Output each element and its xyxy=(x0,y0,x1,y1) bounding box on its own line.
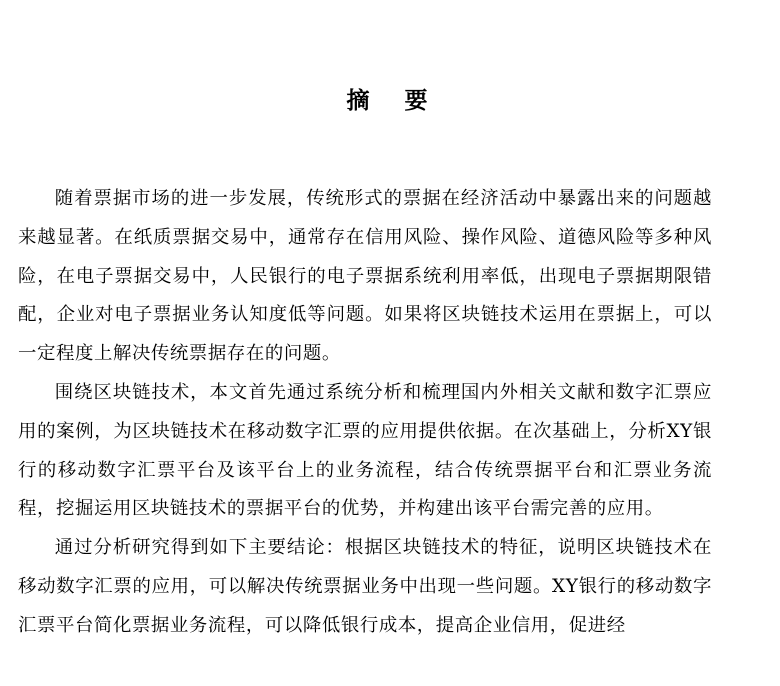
abstract-paragraph-3: 通过分析研究得到如下主要结论：根据区块链技术的特征，说明区块链技术在移动数字汇票的应用，可以解决传统票据业务中出现一些问题。XY银行的移动数字汇票平台简化票据业务流程，可以降低银行成本，提高企业信用，促进经 xyxy=(18,537,712,636)
abstract-paragraph-1: 随着票据市场的进一步发展，传统形式的票据在经济活动中暴露出来的问题越来越显著。在纸质票据交易中，通常存在信用风险、操作风险、道德风险等多种风险，在电子票据交易中，人民银行的电子票据系统利用率低，出现电子票据期限错配，企业对电子票据业务认知度低等问题。如果将区块链技术运用在票据上，可以一定程度上解决传统票据存在的问题。 xyxy=(18,188,712,365)
abstract-paragraph-2: 围绕区块链技术，本文首先通过系统分析和梳理国内外相关文献和数字汇票应用的案例，为区块链技术在移动数字汇票的应用提供依据。在次基础上，分析XY银行的移动数字汇票平台及该平台上的业务流程，结合传统票据平台和汇票业务流程，挖掘运用区块链技术的票据平台的优势，并构建出该平台需完善的应用。 xyxy=(18,381,712,520)
abstract-title: 摘 要 xyxy=(346,87,434,114)
abstract-body xyxy=(18,180,712,646)
